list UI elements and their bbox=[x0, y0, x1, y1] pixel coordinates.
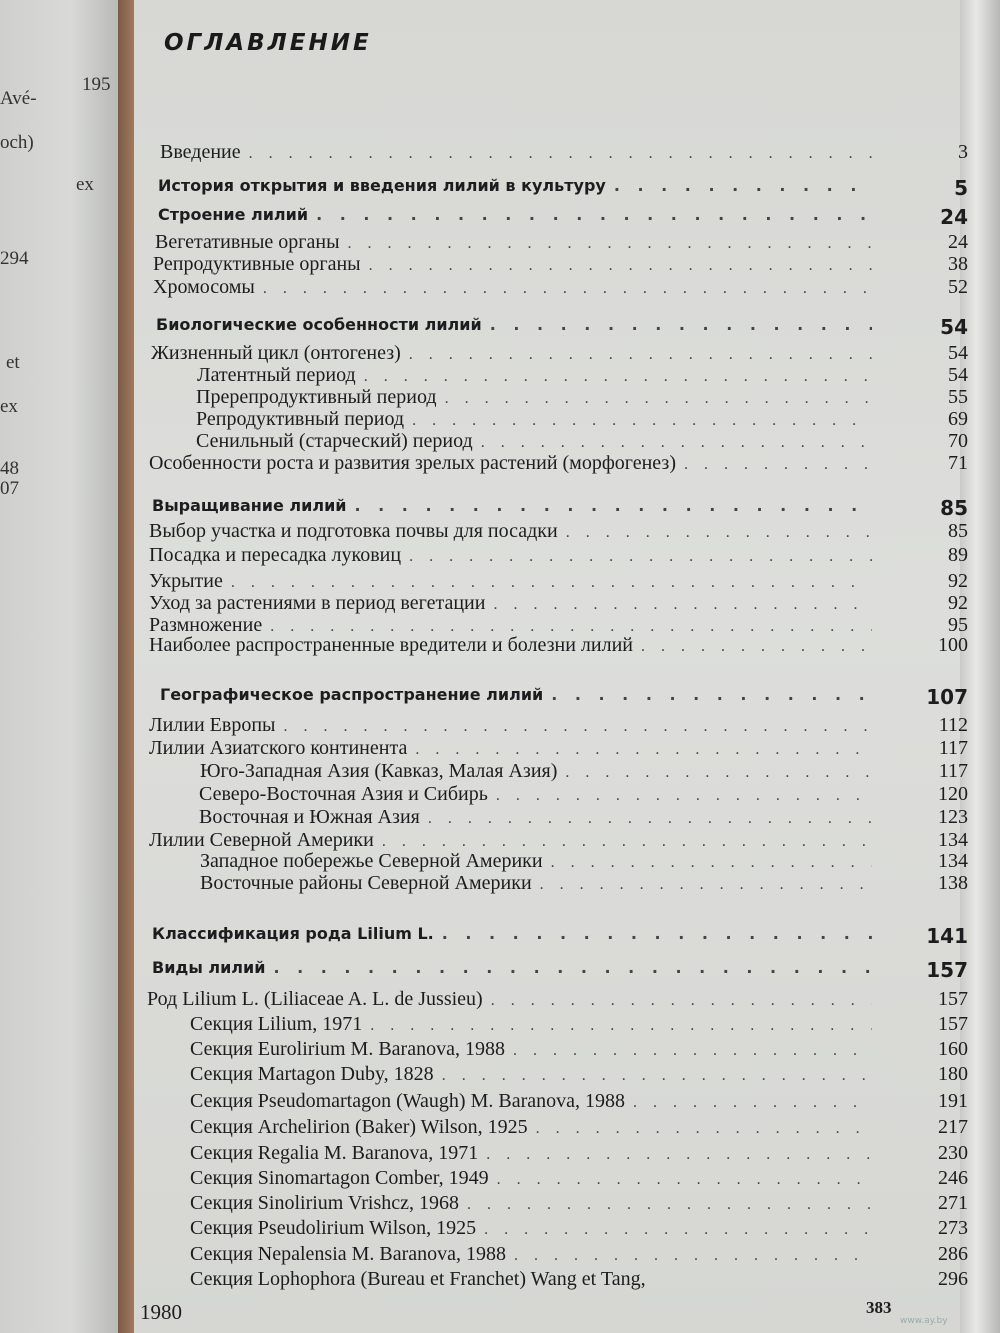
left-page-fragment: och) bbox=[0, 132, 34, 153]
toc-page-number: 38 bbox=[948, 253, 968, 275]
toc-entry: Наиболее распространенные вредители и болезни лилий . . . 100 bbox=[149, 634, 880, 658]
toc-entry: Репродуктивные органы . . . 38 bbox=[153, 253, 880, 277]
toc-entry: Секция Eurolirium M. Baranova, 1988 . . . 160 bbox=[190, 1038, 880, 1062]
toc-page-number: 180 bbox=[938, 1063, 968, 1085]
toc-entry: Секция Lophophora (Bureau et Franchet) Wang et Tang, 296 bbox=[190, 1268, 968, 1290]
toc-entry: Лилии Азиатского континента . . . 117 bbox=[149, 737, 880, 761]
toc-entry: Репродуктивный период . . . 69 bbox=[196, 408, 880, 432]
left-page-fragment: 48 bbox=[0, 458, 19, 479]
toc-page-number: 3 bbox=[958, 141, 968, 163]
footer-year: 1980 bbox=[140, 1300, 182, 1324]
toc-entry: История открытия и введения лилий в культуру . . . 5 bbox=[158, 176, 880, 200]
toc-page-number: 24 bbox=[940, 205, 968, 229]
toc-page-number: 5 bbox=[954, 176, 968, 200]
toc-page-number: 85 bbox=[948, 520, 968, 542]
toc-page-number: 117 bbox=[938, 760, 968, 782]
toc-entry: Секция Martagon Duby, 1828 . . . 180 bbox=[190, 1063, 880, 1087]
toc-entry: Строение лилий . . . 24 bbox=[158, 205, 880, 229]
toc-page-number: 157 bbox=[938, 1013, 968, 1035]
toc-page-number: 71 bbox=[948, 452, 968, 474]
toc-page-number: 55 bbox=[948, 386, 968, 408]
toc-entry: Секция Archelirion (Baker) Wilson, 1925 . . . 217 bbox=[190, 1116, 880, 1140]
toc-entry: Секция Sinolirium Vrishcz, 1968 . . . 271 bbox=[190, 1192, 880, 1216]
toc-entry: Географическое распространение лилий . . . 107 bbox=[160, 685, 880, 709]
toc-page-number: 120 bbox=[938, 783, 968, 805]
toc-page-number: 157 bbox=[938, 988, 968, 1010]
toc-page-number: 217 bbox=[938, 1116, 968, 1138]
toc-page-number: 273 bbox=[938, 1217, 968, 1239]
toc-entry: Секция Pseudolirium Wilson, 1925 . . . 273 bbox=[190, 1217, 880, 1241]
toc-page-number: 246 bbox=[938, 1167, 968, 1189]
toc-page-number: 138 bbox=[938, 872, 968, 894]
toc-page-number: 92 bbox=[948, 592, 968, 614]
toc-page-number: 70 bbox=[948, 430, 968, 452]
toc-entry: Северо-Восточная Азия и Сибирь . . . 120 bbox=[199, 783, 880, 807]
left-page-fragment: 195 bbox=[82, 74, 111, 95]
toc-page-number: 117 bbox=[938, 737, 968, 759]
toc-entry: Латентный период . . . 54 bbox=[197, 364, 880, 388]
left-page bbox=[0, 0, 118, 1333]
left-page-fragment: 07 bbox=[0, 478, 19, 499]
toc-page-number: 85 bbox=[940, 496, 968, 520]
toc-entry: Укрытие . . . 92 bbox=[149, 570, 880, 594]
toc-title: ОГЛАВЛЕНИЕ bbox=[164, 30, 372, 56]
toc-entry: Жизненный цикл (онтогенез) . . . 54 bbox=[151, 342, 880, 366]
left-page-fragment: 294 bbox=[0, 248, 29, 269]
toc-page-number: 92 bbox=[948, 570, 968, 592]
toc-entry: Секция Lilium, 1971 . . . 157 bbox=[190, 1013, 880, 1037]
toc-entry: Сенильный (старческий) период . . . 70 bbox=[196, 430, 880, 454]
toc-entry: Классификация рода Lilium L. . . . 141 bbox=[152, 924, 880, 948]
toc-page-number: 271 bbox=[938, 1192, 968, 1214]
toc-entry: Выбор участка и подготовка почвы для посадки . . . 85 bbox=[149, 520, 880, 544]
toc-page-number: 157 bbox=[926, 958, 968, 982]
toc-entry: Восточная и Южная Азия . . . 123 bbox=[199, 806, 880, 830]
toc-entry: Секция Sinomartagon Comber, 1949 . . . 246 bbox=[190, 1167, 880, 1191]
toc-page-number: 69 bbox=[948, 408, 968, 430]
toc-page-number: 54 bbox=[948, 342, 968, 364]
toc-page-number: 286 bbox=[938, 1243, 968, 1265]
toc-page-number: 112 bbox=[938, 714, 968, 736]
toc-page-number: 100 bbox=[938, 634, 968, 656]
toc-page-number: 296 bbox=[938, 1268, 968, 1290]
toc-entry: Введение . . . 3 bbox=[160, 141, 880, 165]
toc-page-number: 134 bbox=[938, 829, 968, 851]
toc-entry: Западное побережье Северной Америки . . . 134 bbox=[200, 850, 880, 874]
toc-entry: Уход за растениями в период вегетации . . . 92 bbox=[149, 592, 880, 616]
book-gutter bbox=[118, 0, 134, 1333]
toc-entry: Секция Pseudomartagon (Waugh) M. Baranova, 1988 . . . 191 bbox=[190, 1090, 880, 1114]
toc-entry: Размножение . . . 95 bbox=[149, 614, 880, 638]
toc-entry: Виды лилий . . . 157 bbox=[152, 958, 880, 982]
toc-entry: Восточные районы Северной Америки . . . 138 bbox=[200, 872, 880, 896]
toc-entry: Лилии Северной Америки . . . 134 bbox=[149, 829, 880, 853]
toc-entry: Выращивание лилий . . . 85 bbox=[152, 496, 880, 520]
toc-page-number: 230 bbox=[938, 1142, 968, 1164]
toc-page-number: 160 bbox=[938, 1038, 968, 1060]
toc-page-number: 24 bbox=[948, 231, 968, 253]
toc-entry: Лилии Европы . . . 112 bbox=[149, 714, 880, 738]
toc-entry: Особенности роста и развития зрелых растений (морфогенез) . . . 71 bbox=[149, 452, 880, 476]
watermark: www.ay.by bbox=[900, 1316, 948, 1326]
toc-page-number: 107 bbox=[926, 685, 968, 709]
toc-entry: Биологические особенности лилий . . . 54 bbox=[156, 315, 880, 339]
toc-entry: Вегетативные органы . . . 24 bbox=[155, 231, 880, 255]
left-page-fragment: ex bbox=[76, 174, 94, 195]
left-page-fragment: Avé- bbox=[0, 88, 37, 109]
toc-page-number: 95 bbox=[948, 614, 968, 636]
toc-page-number: 123 bbox=[938, 806, 968, 828]
toc-page-number: 134 bbox=[938, 850, 968, 872]
footer-page-number: 383 bbox=[866, 1298, 892, 1317]
toc-page-number: 52 bbox=[948, 276, 968, 298]
toc-page-number: 141 bbox=[926, 924, 968, 948]
toc-entry: Юго-Западная Азия (Кавказ, Малая Азия) . . . 117 bbox=[200, 760, 880, 784]
toc-page-number: 191 bbox=[938, 1090, 968, 1112]
toc-page-number: 54 bbox=[948, 364, 968, 386]
toc-page-number: 89 bbox=[948, 544, 968, 566]
toc-entry: Род Lilium L. (Liliaceae A. L. de Jussieu) . . . 157 bbox=[147, 988, 880, 1012]
toc-page-number: 54 bbox=[940, 315, 968, 339]
left-page-fragment: ex bbox=[0, 396, 18, 417]
toc-entry: Пререпродуктивный период . . . 55 bbox=[196, 386, 880, 410]
toc-entry: Хромосомы . . . 52 bbox=[153, 276, 880, 300]
left-page-fragment: et bbox=[6, 352, 20, 373]
toc-entry: Секция Nepalensia M. Baranova, 1988 . . . 286 bbox=[190, 1243, 880, 1267]
toc-entry: Секция Regalia M. Baranova, 1971 . . . 230 bbox=[190, 1142, 880, 1166]
toc-entry: Посадка и пересадка луковиц . . . 89 bbox=[149, 544, 880, 568]
